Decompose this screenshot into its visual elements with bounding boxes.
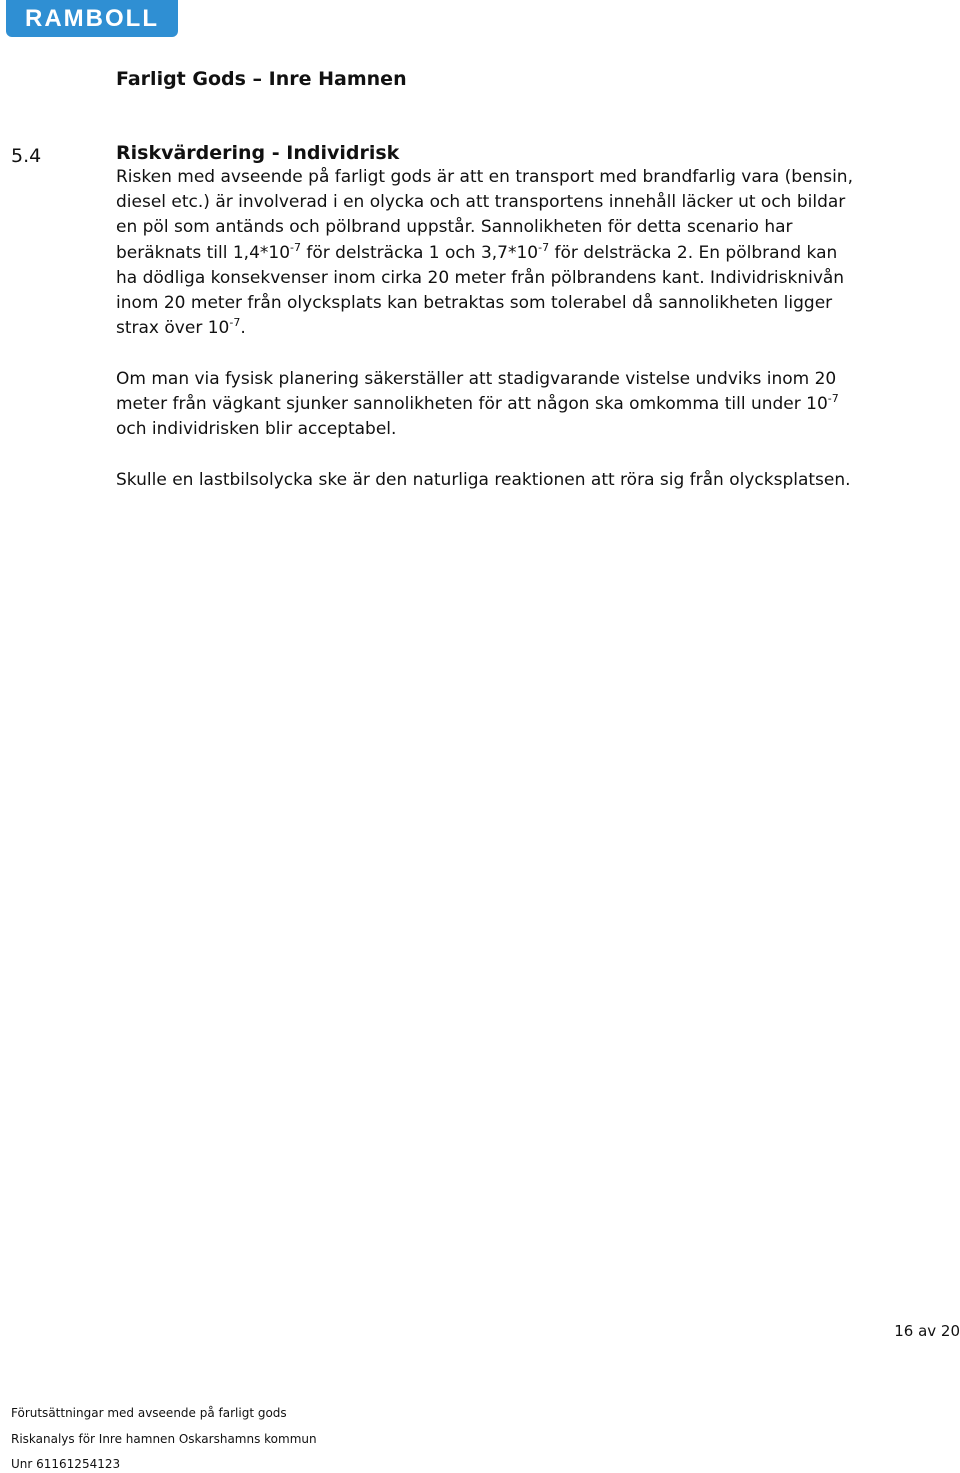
section-number: 5.4: [11, 145, 42, 167]
paragraph-risk-description: [116, 165, 856, 341]
paragraph-planning: [116, 367, 856, 443]
page-number: 16 av 20: [894, 1322, 960, 1340]
paragraph-reaction: [116, 468, 856, 493]
footer-line-3: Unr 61161254123: [11, 1457, 121, 1471]
footer-line-1: Förutsättningar med avseende på farligt gods: [11, 1406, 287, 1420]
document-title: Farligt Gods – Inre Hamnen: [116, 68, 407, 90]
p2-text-1: Om man via fysisk planering säkerställer att stadigvarande vistelse undviks inom 20 meter från vägkant sjunker sannolikheten för att någon ska omkomma till under 10: [116, 369, 837, 415]
p1-exponent-2: -7: [538, 240, 550, 254]
p1-text-4: .: [240, 318, 246, 339]
footer-line-2: Riskanalys för Inre hamnen Oskarshamns kommun: [11, 1432, 317, 1446]
logo-text: RAMBOLL: [25, 4, 159, 32]
section-title: Riskvärdering - Individrisk: [116, 142, 400, 164]
p1-text-3: för delsträcka 2. En pölbrand kan ha dödliga konsekvenser inom cirka 20 meter från pölbrandens kant. Individrisknivån inom 20 meter från olycksplats kan betraktas som tolerabel då sannolikheten ligger strax över 10: [116, 242, 845, 339]
p1-exponent-3: -7: [229, 316, 241, 330]
p2-exponent-1: -7: [827, 392, 839, 406]
p1-text-2: för delsträcka 1 och 3,7*10: [301, 242, 539, 263]
ramboll-logo: [6, 0, 178, 37]
p1-text-1: Risken med avseende på farligt gods är att en transport med brandfarlig vara (bensin, diesel etc.) är involverad i en olycka och att transportens innehåll läcker ut och bildar en pöl som antänds och pölbrand uppstår. Sannolikheten för detta scenario har beräknats till 1,4*10: [116, 167, 853, 263]
p1-exponent-1: -7: [290, 240, 301, 254]
p3-text-1: Skulle en lastbilsolycka ske är den naturliga reaktionen att röra sig från olycksplatsen.: [116, 470, 851, 490]
p2-text-2: och individrisken blir acceptabel.: [116, 419, 397, 440]
